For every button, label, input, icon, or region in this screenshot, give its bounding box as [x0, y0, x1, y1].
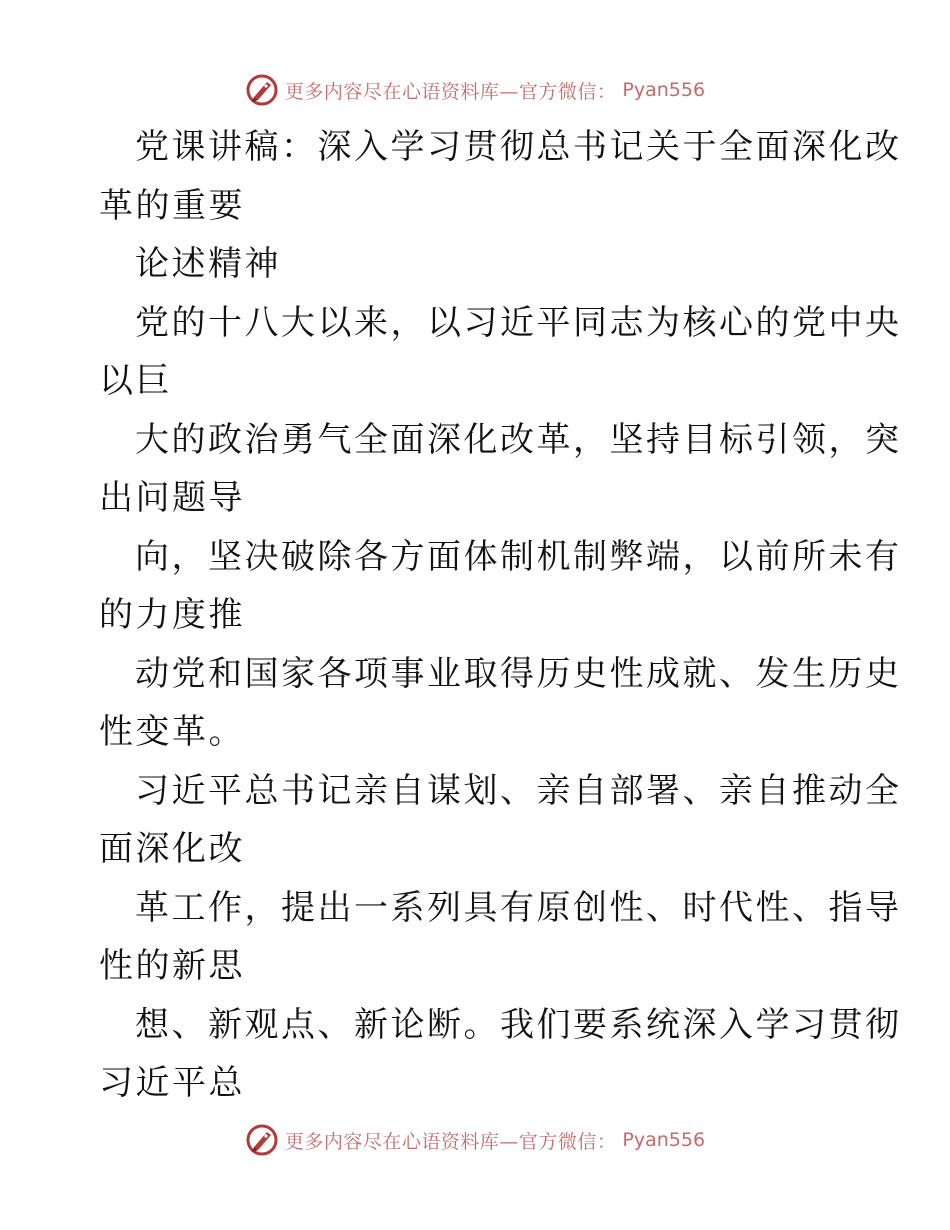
text-line: 党的十八大以来，以习近平同志为核心的党中央 [135, 302, 902, 343]
text-line: 想、新观点、新论断。我们要系统深入学习贯彻 [135, 1004, 902, 1045]
text-line: 面深化改 [99, 829, 245, 869]
text-line: 向，坚决破除各方面体制机制弊端，以前所未有 [135, 536, 902, 577]
text-line: 性变革。 [99, 712, 245, 752]
header-banner-content [245, 73, 705, 107]
document-body [99, 118, 902, 1113]
text-line: 习近平总 [99, 1063, 245, 1103]
footer-banner [0, 1120, 950, 1160]
text-line: 出问题导 [99, 478, 245, 518]
text-line: 习近平总书记亲自谋划、亲自部署、亲自推动全 [135, 770, 902, 811]
pen-logo-icon [245, 1123, 279, 1157]
text-line: 革工作，提出一系列具有原创性、时代性、指导 [135, 887, 902, 928]
header-banner-text: 更多内容尽在心语资料库—官方微信： [284, 80, 617, 103]
text-line: 党课讲稿：深入学习贯彻总书记关于全面深化改 [135, 127, 902, 167]
pen-logo-icon [245, 73, 279, 107]
footer-banner-text: 更多内容尽在心语资料库—官方微信： [284, 1130, 617, 1153]
text-line: 大的政治勇气全面深化改革，坚持目标引领，突 [135, 419, 902, 460]
footer-banner-content [245, 1123, 705, 1157]
text-line: 的力度推 [99, 595, 245, 635]
text-line: 论述精神 [135, 244, 281, 284]
text-line: 以巨 [99, 361, 172, 401]
text-line: 动党和国家各项事业取得历史性成就、发生历史 [135, 653, 902, 694]
text-line: 革的重要 [99, 185, 245, 226]
footer-wechat-id: Pyan556 [622, 1129, 706, 1151]
text-line: 性的新思 [99, 946, 245, 986]
header-banner [0, 70, 950, 110]
header-wechat-id: Pyan556 [622, 79, 706, 101]
